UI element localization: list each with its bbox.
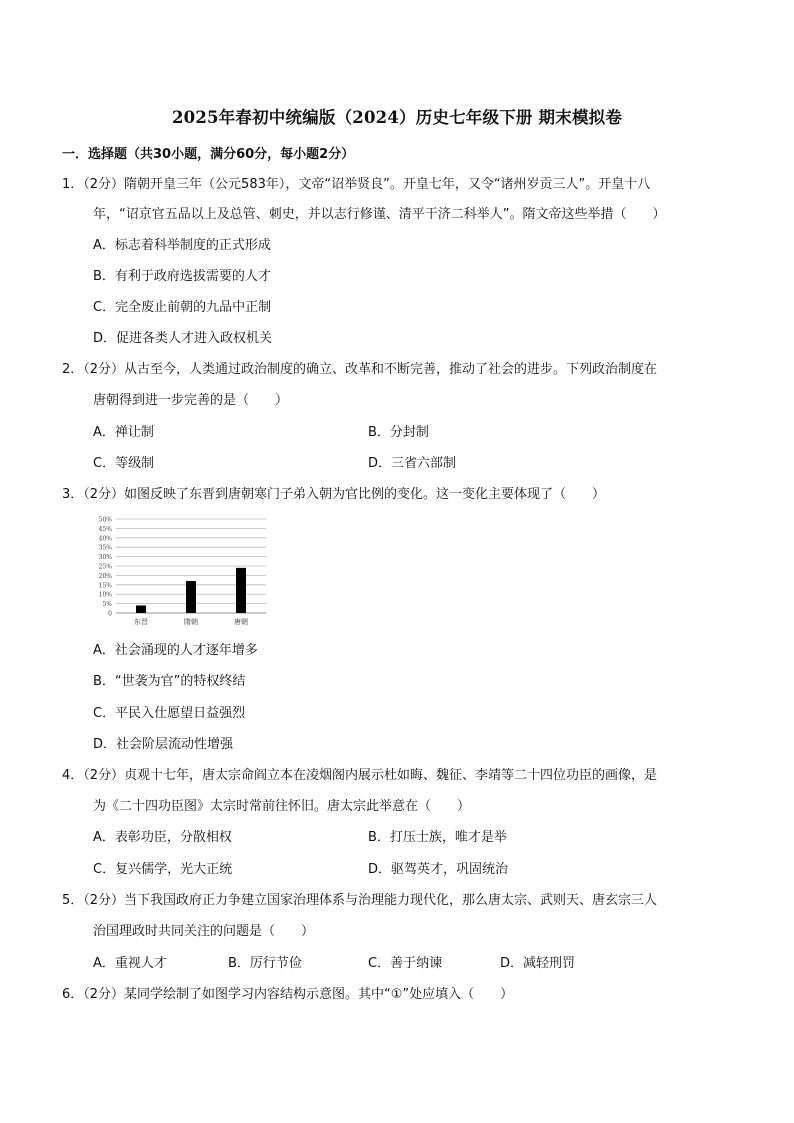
q1-option-c[interactable]: C．完全废止前朝的九品中正制 [93, 300, 272, 315]
q3-option-d[interactable]: D．社会阶层流动性增强 [93, 737, 234, 752]
q4-option-b[interactable]: B．打压士族，唯才是举 [368, 830, 507, 845]
bar-隋朝 [186, 581, 196, 613]
q1-stem-line2: 年，“诏京官五品以上及总管、刺史，并以志行修谨、清平干济二科举人”。隋文帝这些举措（ ） [93, 207, 666, 222]
q2-option-d[interactable]: D．三省六部制 [368, 456, 457, 471]
page-title: 2025年春初中统编版（2024）历史七年级下册 期末模拟卷 [171, 108, 623, 127]
q4-stem-line2: 为《二十四功臣图》太宗时常前往怀旧。唐太宗此举意在（ ） [93, 799, 471, 814]
q2-option-b[interactable]: B．分封制 [368, 425, 429, 440]
q2-stem-line1: 2．（2分）从古至今，人类通过政治制度的确立、改革和不断完善，推动了社会的进步。下列政治制度在 [62, 362, 658, 377]
q2-option-a[interactable]: A．禅让制 [93, 425, 154, 440]
y-tick-label: 40% [98, 535, 112, 543]
y-tick-label: 50% [98, 516, 112, 524]
q5-stem-line2: 治国理政时共同关注的问题是（ ） [93, 924, 315, 939]
q3-option-b[interactable]: B．“世袭为官”的特权终结 [93, 674, 246, 689]
q6-stem-line1: 6．（2分）某同学绘制了如图学习内容结构示意图。其中“①”处应填入（ ） [62, 987, 514, 1002]
y-tick-label: 20% [98, 572, 112, 580]
y-tick-label: 30% [98, 554, 112, 562]
q2-option-c[interactable]: C．等级制 [93, 456, 155, 471]
q5-option-d[interactable]: D．减轻刑罚 [500, 956, 576, 971]
q3-option-a[interactable]: A．社会涌现的人才逐年增多 [93, 643, 258, 658]
y-tick-label: 35% [98, 544, 112, 552]
q1-option-a[interactable]: A．标志着科举制度的正式形成 [93, 238, 271, 253]
y-tick-label: 0 [108, 610, 112, 618]
x-tick-label: 东晋 [134, 618, 148, 626]
q5-option-c[interactable]: C．善于纳谏 [368, 956, 443, 971]
q5-option-b[interactable]: B．厉行节俭 [228, 956, 302, 971]
y-tick-label: 25% [98, 563, 112, 571]
x-tick-label: 隋朝 [184, 618, 198, 626]
y-tick-label: 45% [98, 525, 112, 533]
chart-y-ticks [99, 517, 113, 618]
y-tick-label: 15% [98, 582, 112, 590]
q1-option-b[interactable]: B．有利于政府选拔需要的人才 [93, 269, 271, 284]
chart-x-ticks [134, 617, 248, 626]
q4-option-a[interactable]: A．表彰功臣，分散相权 [93, 830, 232, 845]
x-tick-label: 唐朝 [234, 618, 248, 626]
q2-stem-line2: 唐朝得到进一步完善的是（ ） [93, 393, 289, 408]
q1-stem-line1: 1．（2分）隋朝开皇三年（公元583年），文帝“诏举贤良”。开皇七年，又令“诸州岁贡三人”。开皇十八 [62, 177, 651, 192]
q4-option-d[interactable]: D．驱驾英才，巩固统治 [368, 862, 509, 877]
q1-option-d[interactable]: D．促进各类人才进入政权机关 [93, 331, 273, 346]
q3-stem-line1: 3．（2分）如图反映了东晋到唐朝寒门子弟入朝为官比例的变化。这一变化主要体现了（ ） [62, 487, 606, 502]
bar-chart [90, 513, 270, 631]
section-heading: 一．选择题（共30小题，满分60分，每小题2分） [62, 147, 355, 162]
bar-唐朝 [236, 568, 246, 613]
y-tick-label: 5% [102, 601, 112, 609]
q5-stem-line1: 5．（2分）当下我国政府正力争建立国家治理体系与治理能力现代化，那么唐太宗、武则天、唐玄宗三人 [62, 893, 658, 908]
q4-stem-line1: 4．（2分）贞观十七年，唐太宗命阎立本在凌烟阁内展示杜如晦、魏征、李靖等二十四位功臣的画像，是 [62, 768, 658, 783]
q4-option-c[interactable]: C．复兴儒学，光大正统 [93, 862, 233, 877]
q5-option-a[interactable]: A．重视人才 [93, 956, 167, 971]
bar-东晋 [136, 605, 146, 613]
q3-option-c[interactable]: C．平民入仕愿望日益强烈 [93, 706, 246, 721]
y-tick-label: 10% [98, 591, 112, 599]
chart-bars [136, 568, 246, 613]
